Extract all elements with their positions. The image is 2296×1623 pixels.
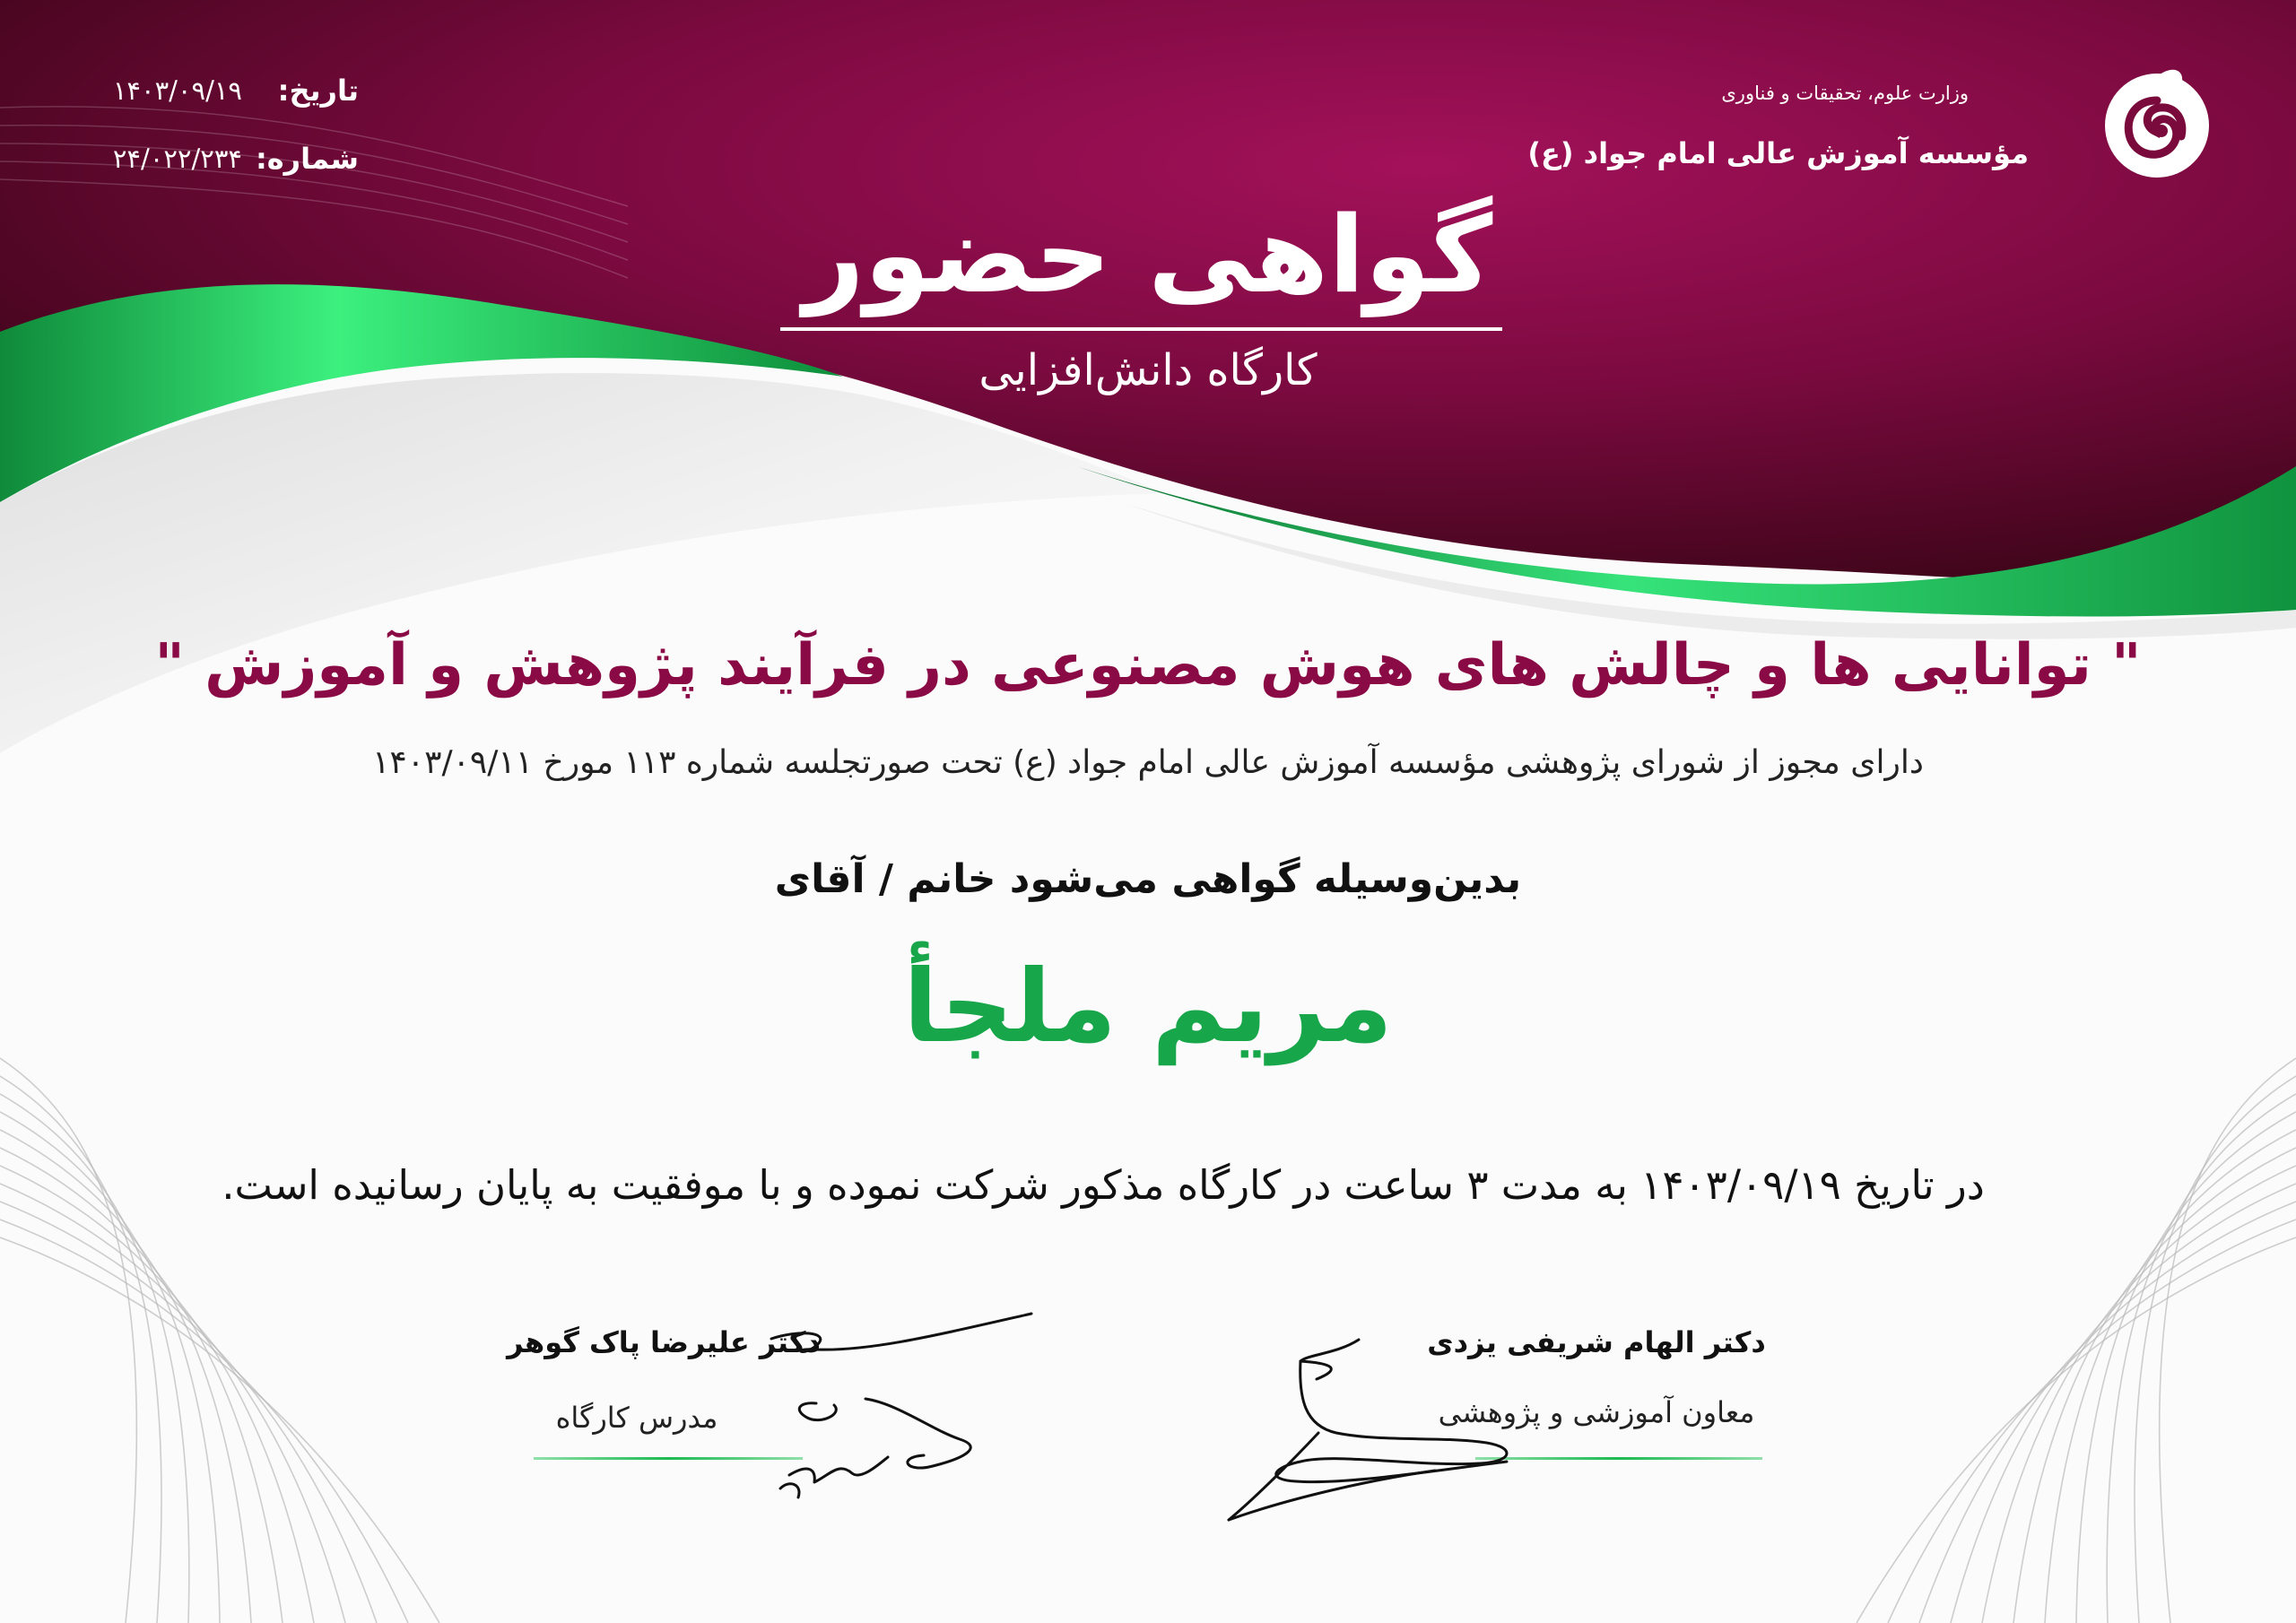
number-label: شماره: (255, 142, 359, 176)
course-title: " توانایی ها و چالش های هوش مصنوعی در فرآیند پژوهش و آموزش " (154, 632, 2142, 699)
completion-text: در تاریخ ۱۴۰۳/۰۹/۱۹ به مدت ۳ ساعت در کارگاه مذکور شرکت نموده و با موفقیت به پایان رسانیده است. (222, 1161, 1985, 1209)
institute-logo-block (1527, 54, 2224, 197)
number-row (54, 142, 359, 210)
signatory-right-name: دکتر الهام شریفی یزدی (1427, 1325, 1766, 1359)
certificate-title: گواهی حضور (803, 193, 1493, 317)
license-text: دارای مجوز از شورای پژوهشی مؤسسه آموزش عالی امام جواد (ع) تحت صورتجلسه شماره ۱۱۳ مورخ ۱۴۰۳/۰۹/۱۱ (372, 744, 1924, 781)
certificate-meta (54, 74, 359, 210)
bottom-right-line-fan (1857, 1058, 2296, 1623)
institute-name: مؤسسه آموزش عالی امام جواد (ع) (1527, 136, 2029, 170)
signatory-left-role: مدرس کارگاه (555, 1401, 718, 1435)
recipient-name: مریم ملجأ (903, 949, 1393, 1065)
signature-right (1211, 1327, 1587, 1533)
date-label: تاریخ: (277, 74, 359, 108)
date-row (54, 74, 359, 142)
signature-left (753, 1305, 1049, 1511)
title-underline (780, 327, 1502, 331)
certificate-subtitle: کارگاه دانش‌افزایی (978, 345, 1318, 395)
signatory-left-name: دکتر علیرضا پاک گوهر (507, 1325, 821, 1359)
ministry-text: وزارت علوم، تحقیقات و فناوری (1721, 82, 1969, 104)
institute-emblem-icon (2090, 54, 2224, 188)
certify-text: بدین‌وسیله گواهی می‌شود خانم / آقای (774, 856, 1522, 902)
date-value: ۱۴۰۳/۰۹/۱۹ (112, 75, 242, 106)
signatory-right-role: معاون آموزشی و پژوهشی (1438, 1395, 1755, 1429)
bottom-left-line-fan (0, 1058, 439, 1623)
number-value: ۲۴/۰۲۲/۲۳۴ (112, 143, 242, 174)
